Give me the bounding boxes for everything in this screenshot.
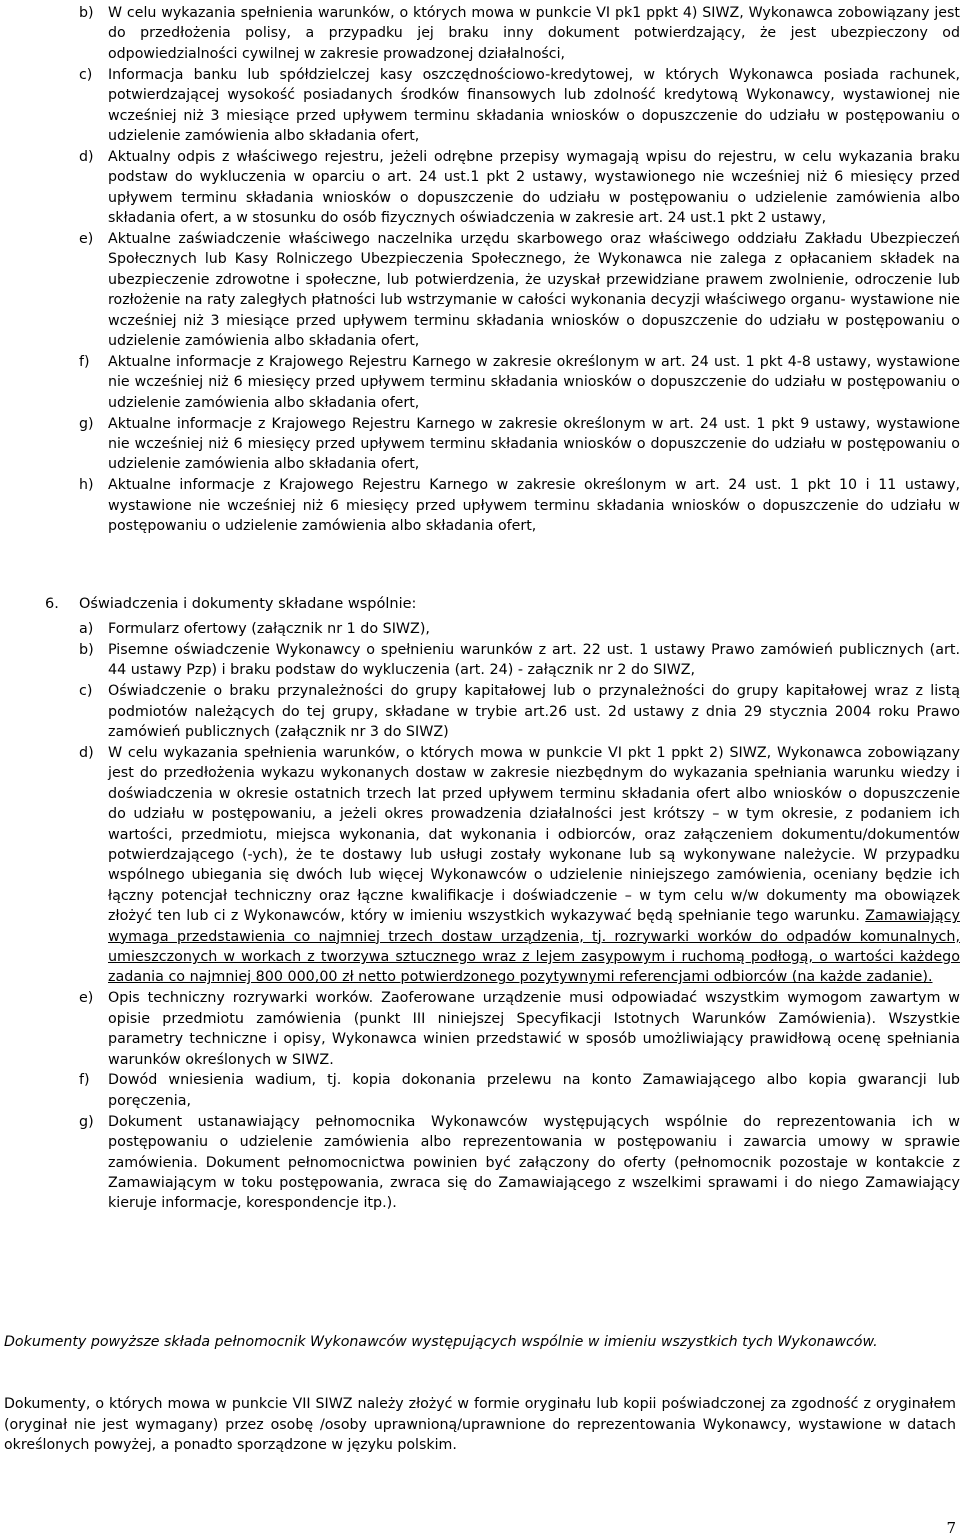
list-item-a — [0, 619, 960, 639]
list-marker: d) — [79, 744, 94, 761]
list-item-c — [0, 65, 960, 147]
list-marker: e) — [79, 990, 94, 1007]
section-number: 6. — [45, 596, 59, 612]
list-item-f — [0, 1070, 960, 1111]
list-marker: a) — [79, 621, 94, 637]
list-item-e — [0, 229, 960, 351]
list-item-text — [108, 743, 960, 988]
list-item-g — [0, 414, 960, 475]
list-item-text: Aktualne informacje z Krajowego Rejestru Karnego w zakresie określonym w art. 24 ust. 1 pkt 4-8 ustawy, wystawione nie wcześniej niż 6 miesięcy przed upływem terminu składania wniosków o dopuszczenie do udziału w postępowaniu o udzielenie zamówienia albo składania ofert, — [108, 353, 960, 411]
list-marker: b) — [79, 5, 94, 21]
list-item-e — [0, 988, 960, 1070]
list-item-text: Formularz ofertowy (załącznik nr 1 do SIWZ), — [108, 621, 430, 637]
list-item-text: Oświadczenie o braku przynależności do grupy kapitałowej lub o przynależności do grupy kapitałowej wraz z listą podmiotów należących do tej grupy, składane w trybie art.26 ust. 2d ustawy z dnia 29 stycznia 2004 roku Prawo zamówień publicznych (załącznik nr 3 do SIWZ) — [108, 683, 960, 741]
list-item-text: Dowód wniesienia wadium, tj. kopia dokonania przelewu na konto Zamawiającego albo kopia gwarancji lub poręczenia, — [108, 1072, 960, 1109]
list-item-g — [0, 1112, 960, 1214]
list-marker: c) — [79, 66, 93, 83]
list-marker: e) — [79, 230, 94, 247]
list-item-text: Aktualne informacje z Krajowego Rejestru Karnego w zakresie określonym w art. 24 ust. 1 pkt 9 ustawy, wystawione nie wcześniej niż 6 miesięcy przed upływem terminu składania wniosków o dopuszczenie do udziału w postępowaniu o udzielenie zamówienia albo składania ofert, — [108, 415, 960, 473]
list-marker: g) — [79, 1113, 94, 1130]
document-list-joint — [0, 619, 960, 1214]
list-item-d — [0, 147, 960, 229]
section-title: Oświadczenia i dokumenty składane wspólnie: — [79, 596, 417, 612]
list-item-text: Opis techniczny rozrywarki worków. Zaoferowane urządzenie musi odpowiadać wszystkim wymogom zawartym w opisie przedmiotu zamówienia (punkt III niniejszej Specyfikacji Istotnych Warunków Zamówienia). Wszystkie parametry techniczne i opisy, Wykonawca winien przedstawić w sposób umożliwiający prawidłową ocenę spełniania warunków określonych w SIWZ. — [108, 990, 960, 1068]
list-marker: b) — [79, 641, 94, 658]
list-item-text: Informacja banku lub spółdzielczej kasy oszczędnościowo-kredytowej, w których Wykonawca posiada rachunek, potwierdzającej wysokość posiadanych środków finansowych lub zdolność kredytową Wykonawcy, wystawionej nie wcześniej niż 3 miesiące przed upływem terminu składania wniosków o dopuszczenie do udziału w postępowaniu o udzielenie zamówienia albo składania ofert, — [108, 66, 960, 144]
list-item-text: Dokument ustanawiający pełnomocnika Wykonawców występujących wspólnie do reprezentowania ich w postępowaniu o udzielenie zamówienia albo reprezentowania w postępowaniu i zawarcia umowy w sprawie zamówienia. Dokument pełnomocnictwa powinien być załączony do oferty (pełnomocnik pozostaje w kontakcie z Zamawiającym w toku postępowania, zwraca się do Zamawiającego z wszelkimi sprawami i do niego Zamawiający kieruje informacje, korespondencje itp.). — [108, 1113, 960, 1212]
list-marker: c) — [79, 683, 93, 700]
list-item-b — [0, 640, 960, 681]
underlined-requirement: Zamawiający wymaga przedstawienia co najmniej trzech dostaw urządzenia, tj. rozrywarki worków do odpadów komunalnych, umieszczonych w workach z tworzywa sztucznego wraz z lejem zasypowym i ruchomą podłogą, o wartości każdego zadania co najmniej 800 000,00 zł netto potwierdzonego pozytywnymi referencjami odbiorców (na każde zadanie). — [108, 908, 960, 986]
list-item-text: Aktualny odpis z właściwego rejestru, jeżeli odrębne przepisy wymagają wpisu do rejestru, w celu wykazania braku podstaw do wykluczenia w oparciu o art. 24 ust.1 pkt 2 ustawy, wystawionego nie wcześniej niż 6 miesięcy przed upływem terminu składania wniosków o dopuszczenie do udziału w postępowaniu o udzielenie zamówienia albo składania ofert, a w stosunku do osób fizycznych oświadczenia w zakresie art. 24 ust.1 pkt 2 ustawy, — [108, 148, 960, 227]
list-item-f — [0, 352, 960, 413]
list-item-text: Pisemne oświadczenie Wykonawcy o spełnieniu warunków z art. 22 ust. 1 ustawy Prawo zamówień publicznych (art. 44 ustawy Pzp) i braku podstaw do wykluczenia (art. 24) - załącznik nr 2 do SIWZ, — [108, 641, 960, 679]
list-marker: f) — [79, 1072, 90, 1089]
list-item-b — [0, 3, 960, 64]
document-list-upper — [0, 3, 960, 537]
page-number: 7 — [946, 1519, 956, 1537]
list-item-text: W celu wykazania spełnienia warunków, o których mowa w punkcie VI pk1 ppkt 4) SIWZ, Wykonawca zobowiązany jest do przedłożenia polisy, a przypadku jej braku inny dokument potwierdzający, że jest ubezpieczony od odpowiedzialności cywilnej w zakresie prowadzonej działalności, — [108, 5, 960, 62]
list-item-text: Aktualne zaświadczenie właściwego naczelnika urzędu skarbowego oraz właściwego oddziału Zakładu Ubezpieczeń Społecznych lub Kasy Rolniczego Ubezpieczenia Społecznego, że Wykonawca nie zalega z opłacaniem składek na ubezpieczenie zdrowotne i społeczne, lub potwierdzenia, że uzyskał przewidziane prawem zwolnienie, odroczenie lub rozłożenie na raty zaległych płatności lub wstrzymanie w całości wykonania decyzji właściwego organu- wystawione nie wcześniej niż 3 miesiące przed upływem terminu składania wniosków o dopuszczenie do udziału w postępowaniu o udzielenie zamówienia albo składania ofert, — [108, 230, 960, 349]
list-marker: g) — [79, 415, 94, 432]
list-marker: h) — [79, 477, 94, 494]
list-marker: f) — [79, 353, 90, 370]
italic-note-paragraph: Dokumenty powyższe składa pełnomocnik Wykonawców występujących wspólnie w imieniu wszystkich tych Wykonawców. — [4, 1334, 878, 1350]
list-marker: d) — [79, 148, 94, 165]
list-item-text: Aktualne informacje z Krajowego Rejestru Karnego w zakresie określonym w art. 24 ust. 1 pkt 10 i 11 ustawy, wystawione nie wcześniej niż 6 miesięcy przed upływem terminu składania wniosków o dopuszczenie do udziału w postępowaniu o udzielenie zamówienia albo składania ofert, — [108, 477, 960, 535]
closing-paragraph: Dokumenty, o których mowa w punkcie VII SIWZ należy złożyć w formie oryginału lub kopii poświadczonej za zgodność z oryginałem (oryginał nie jest wymagany) przez osobę /osoby uprawnioną/uprawnione do reprezentowania Wykonawcy, wystawione w datach określonych powyżej, a ponadto sporządzone w języku polskim. — [4, 1396, 956, 1453]
list-item-d — [0, 743, 960, 988]
list-item-h — [0, 475, 960, 536]
list-item-text-plain: W celu wykazania spełnienia warunków, o których mowa w punkcie VI pkt 1 ppkt 2) SIWZ, Wykonawca zobowiązany jest do przedłożenia wykazu wykonanych dostaw w zakresie niezbędnym do wykazania spełniania warunku wiedzy i doświadczenia w okresie ostatnich trzech lat przed upływem terminu składania ofert albo wniosków o dopuszczenie do udziału w postępowaniu, a jeżeli okres prowadzenia działalności jest krótszy – w tym okresie, z podaniem ich wartości, przedmiotu, miejsca wykonania, dat wykonania i odbiorców, oraz załączeniem dokumentu/dokumentów potwierdzającego (-ych), że te dostawy lub usługi zostały wykonane lub są wykonywane należycie. W przypadku wspólnego ubiegania się dwóch lub więcej Wykonawców o udzielenie niniejszego zamówienia, oceniany będzie ich łączny potencjał techniczny oraz łączne kwalifikacje i doświadczenie – w tym celu w/w dokumenty ma obowiązek złożyć ten lub ci z Wykonawców, który w imieniu wszystkich wykazywać będą spełnianie tego warunku. — [108, 744, 960, 925]
list-item-c — [0, 681, 960, 742]
